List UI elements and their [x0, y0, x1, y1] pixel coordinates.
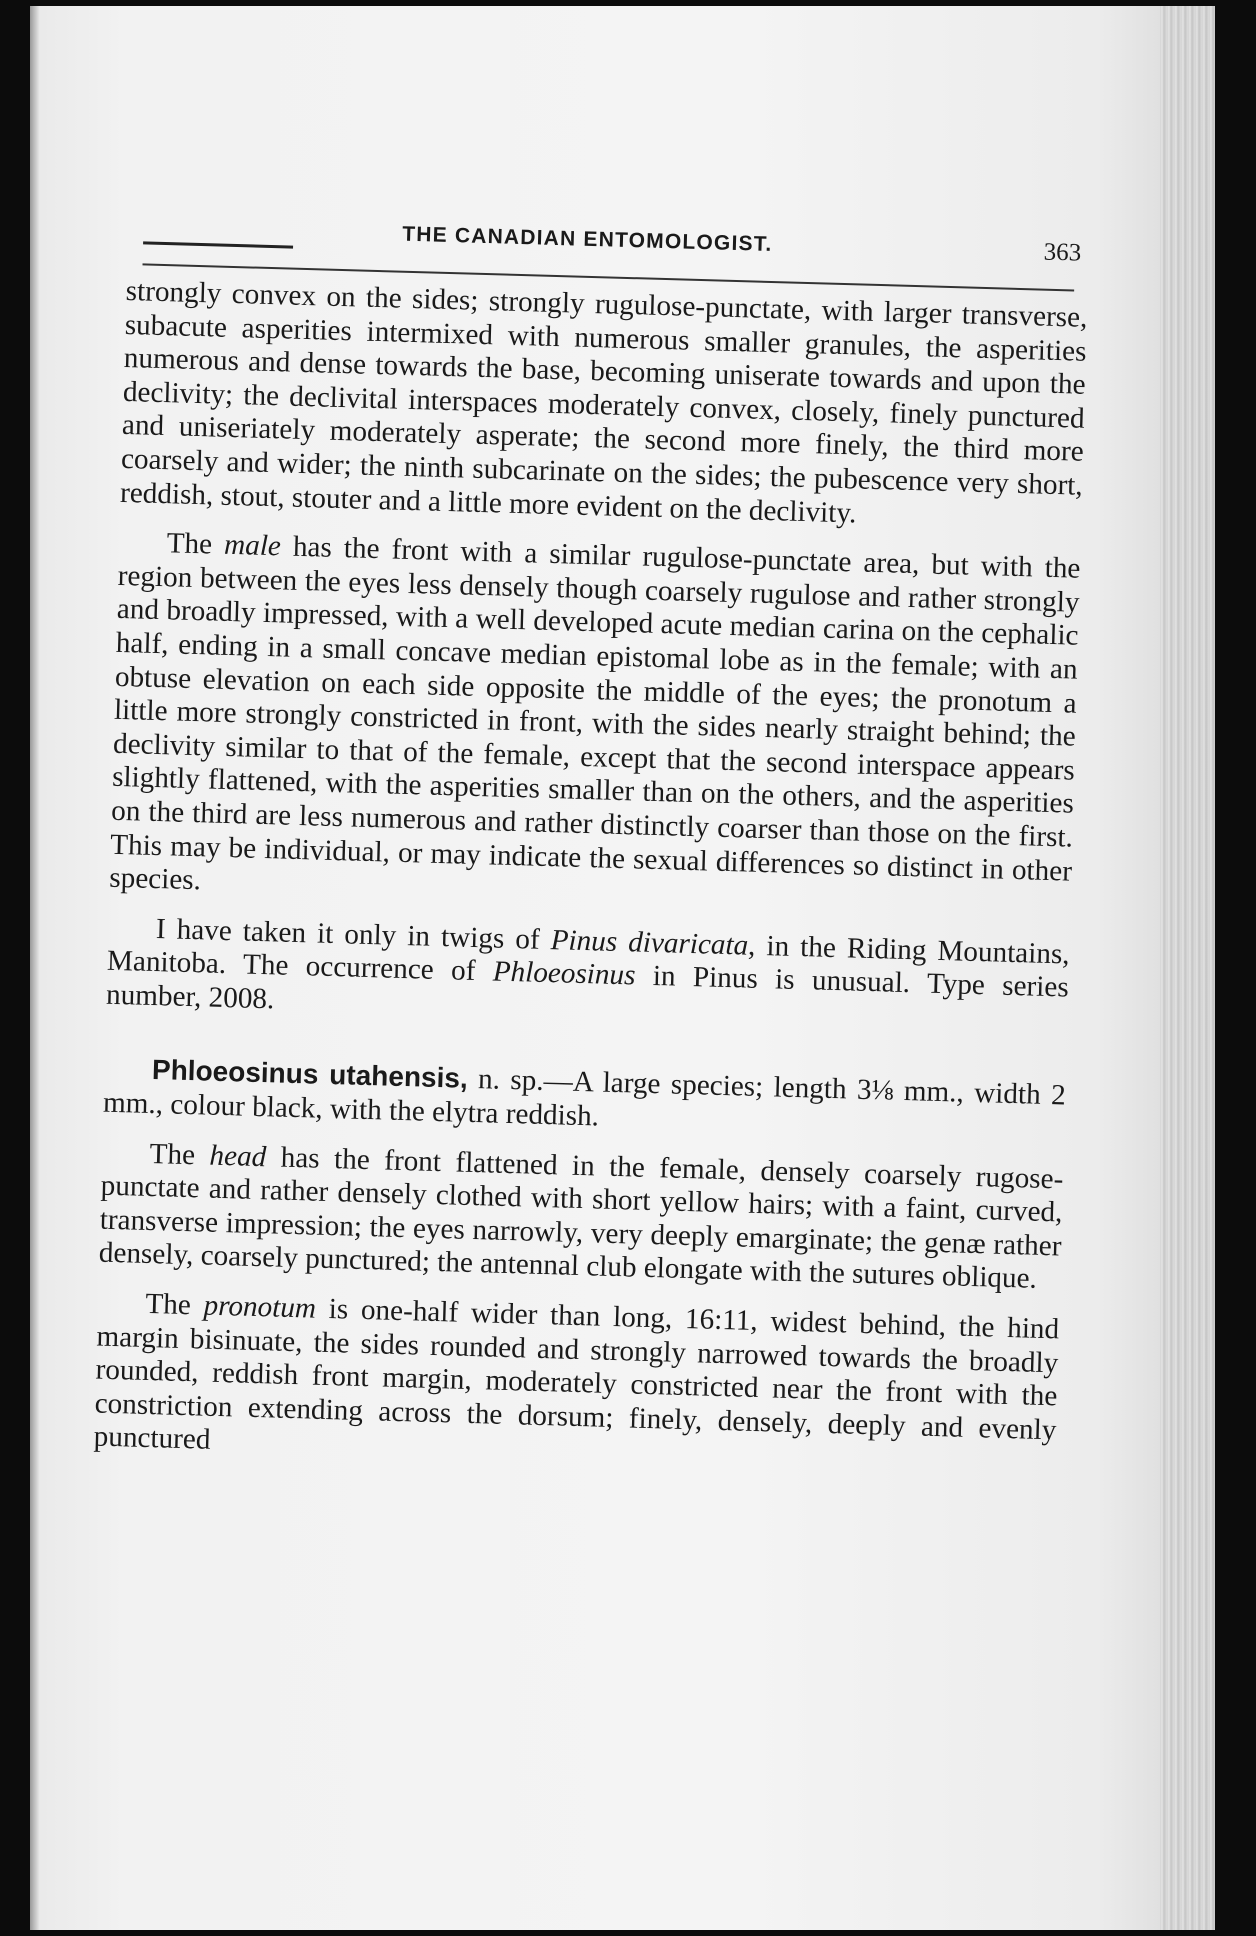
page-stack-edge: [1160, 6, 1215, 1930]
text-run: n. sp.—A large species; length 3⅛ mm., width 2 mm., colour black, with the elytra reddish.: [102, 1063, 1067, 1133]
text-run: The: [166, 527, 225, 561]
italic-term: male: [223, 528, 282, 563]
paragraph-head-description: [98, 1136, 1063, 1297]
species-name: Phloeosinus utahensis,: [151, 1054, 469, 1095]
book-page: [30, 6, 1215, 1930]
header-rule: [143, 241, 293, 248]
paragraph-female-description-end: [120, 275, 1088, 537]
paragraph-species-heading: [103, 1052, 1067, 1147]
paragraph-male-description: [109, 526, 1081, 922]
italic-term: head: [209, 1139, 267, 1173]
page-header: [127, 211, 1090, 284]
text-run: has the front with a similar rugulose-punctate area, but with the region between the eyes less densely though coarsely rugulose and rather strongly and broadly impressed, with a well developed acute median carina on the cephalic half, ending in a small concave median epistomal lobe as in the female; with an obtuse elevation on each side opposite the middle of the eyes; the pronotum a little more strongly constricted in front, with the sides nearly straight behind; the declivity similar to that of the female, except that the second interspace appears slightly flattened, with the asperities smaller than on the others, and the asperities on the third are less numerous and rather distinctly coarser than those on the first. This may be individual, or may indicate the sexual differences so distinct in other species.: [108, 530, 1081, 897]
text-run: I have taken it only in twigs of: [155, 912, 552, 956]
page-gutter-shadow: [30, 6, 40, 1930]
italic-taxon: Phloeosinus: [492, 955, 636, 992]
text-run: strongly convex on the sides; strongly rugulose-punctate, with larger transverse, subacute asperities intermixed with numerous smaller granules, the asperities numerous and dense towards the base, becoming uniserate towards and upon the declivity; the declivital interspaces moderately convex, closely, finely punctured and uniseriately moderately asperate; the second more finely, the third more coarsely and wider; the ninth subcarinate on the sides; the pubescence very short, reddish, stout, stouter and a little more evident on the declivity.: [119, 274, 1088, 530]
page-content: [93, 211, 1089, 1481]
text-run: has the front flattened in the female, densely coarsely rugose-punctate and rather densely clothed with short yellow hairs; with a faint, curved, transverse impression; the eyes narrowly, very deeply emarginate; the genæ rather densely, coarsely punctured; the antennal club elongate with the sutures oblique.: [98, 1140, 1064, 1296]
text-run: , in the Riding Mountains, Manitoba. The occurrence of: [106, 929, 1071, 988]
text-run: The: [145, 1287, 205, 1322]
page-number: 363: [1043, 238, 1082, 267]
running-head: THE CANADIAN ENTOMOLOGIST.: [401, 222, 773, 257]
paragraph-collection-note: [106, 911, 1070, 1039]
text-run: is one-half wider than long, 16:11, widest behind, the hind margin bisinuate, the sides rounded and strongly narrowed towards the broadly rounded, reddish front margin, moderately constricted near the front with the constriction extending across the dorsum; finely, densely, deeply and evenly punctured: [93, 1292, 1060, 1457]
paragraph-pronotum-description: [93, 1287, 1059, 1482]
text-run: in Pinus is unusual. Type series number, 2008.: [105, 959, 1070, 1016]
text-run: The: [149, 1137, 210, 1172]
italic-taxon: Pinus divaricata: [550, 923, 749, 962]
italic-term: pronotum: [203, 1289, 317, 1325]
